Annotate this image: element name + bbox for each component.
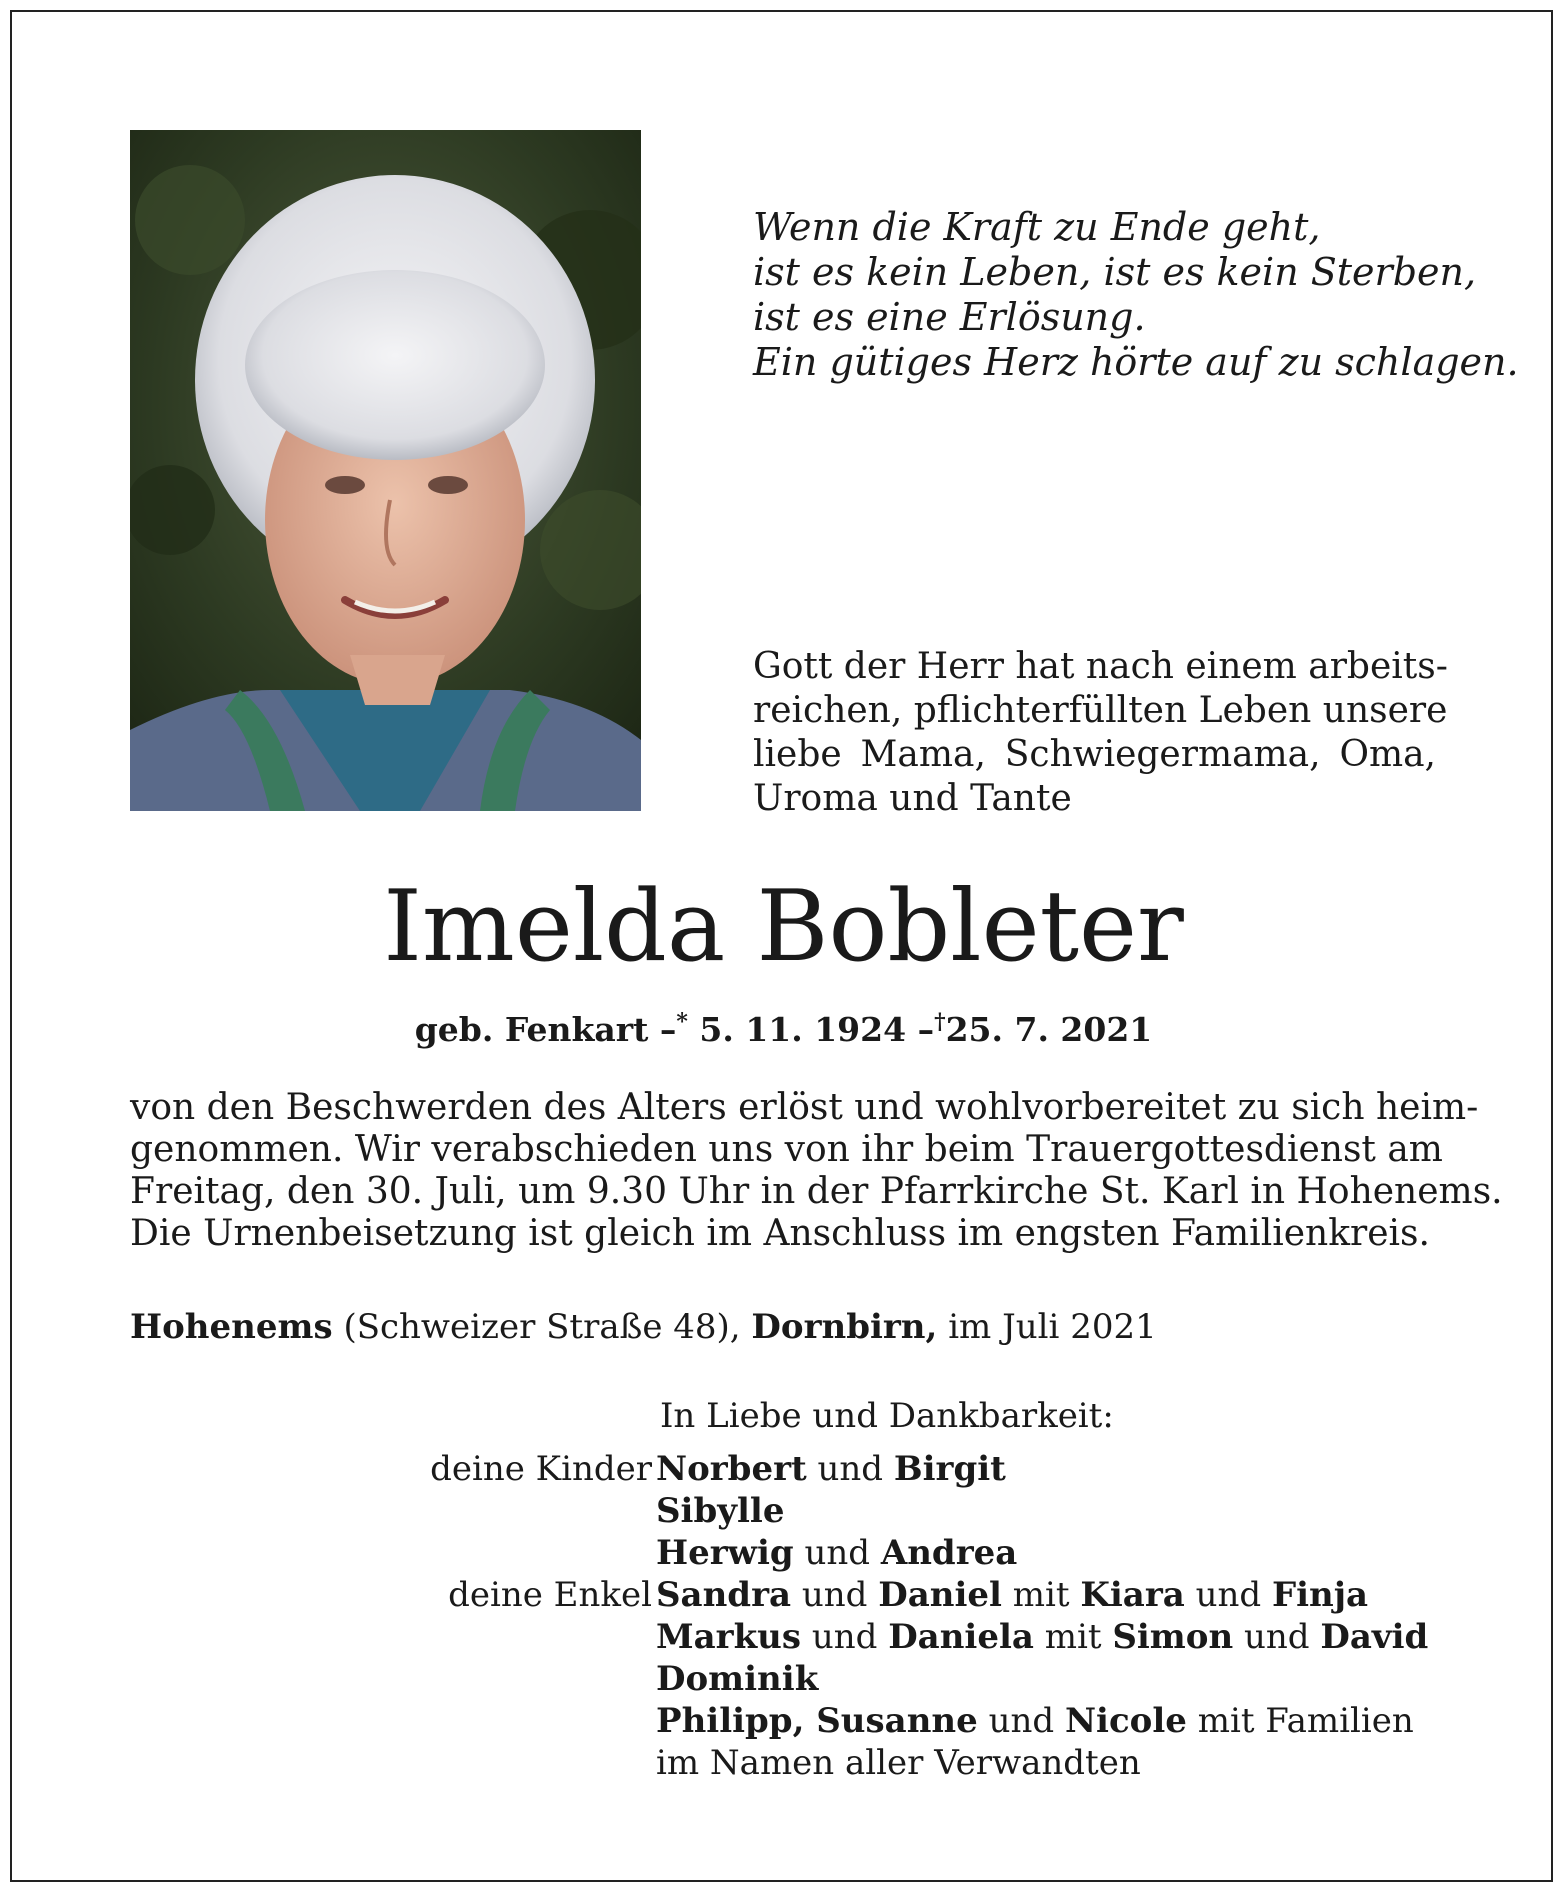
body-line: Die Urnenbeisetzung ist gleich im Anschluss im engsten Familienkreis. <box>130 1213 1430 1254</box>
conjunction: und <box>801 1575 868 1615</box>
body-line: genommen. Wir verabschieden uns von ihr beim Trauergottesdienst am <box>130 1129 1443 1170</box>
list-item <box>300 1532 1500 1574</box>
conjunction: und <box>1195 1575 1262 1615</box>
separator: – <box>659 1010 677 1049</box>
deceased-name: Imelda Bobleter <box>383 870 1184 984</box>
conjunction: und <box>811 1617 878 1657</box>
conjunction: und <box>817 1449 884 1489</box>
intro-line: Uroma und Tante <box>753 778 1072 819</box>
mourner-names <box>656 1574 1500 1616</box>
mourner-name: Birgit <box>893 1449 1006 1489</box>
relatives-line: im Namen aller Verwandten <box>656 1743 1141 1783</box>
conjunction: und <box>988 1701 1055 1741</box>
mourner-name: Andrea <box>880 1533 1018 1573</box>
death-symbol: † <box>934 1009 946 1035</box>
place-date-line <box>130 1305 1157 1349</box>
mourner-name: Daniela <box>888 1617 1034 1657</box>
city-dornbirn: Dornbirn, <box>751 1307 938 1347</box>
mourner-name: Markus <box>656 1617 801 1657</box>
poem-line: ist es kein Leben, ist es kein Sterben, <box>753 250 1477 294</box>
list-item <box>300 1616 1500 1658</box>
mourner-names <box>656 1700 1500 1742</box>
mourner-names <box>656 1658 1500 1700</box>
list-item <box>300 1490 1500 1532</box>
conjunction: und <box>804 1533 871 1573</box>
portrait-photo <box>130 130 641 811</box>
enkel-label: deine Enkel <box>448 1575 652 1615</box>
mourner-name: Sibylle <box>656 1491 785 1531</box>
main-text <box>130 1087 1503 1255</box>
intro-line: Gott der Herr hat nach einem arbeits- <box>753 646 1448 687</box>
poem-line: ist es eine Erlösung. <box>753 295 1146 339</box>
mourner-name: Herwig <box>656 1533 794 1573</box>
birth-name: geb. Fenkart <box>414 1010 649 1049</box>
poem-line: Ein gütiges Herz hörte auf zu schlagen. <box>753 340 1519 384</box>
birth-date: 5. 11. 1924 <box>699 1010 907 1049</box>
list-item <box>300 1448 1500 1490</box>
mourner-names <box>656 1532 1500 1574</box>
death-date: 25. 7. 2021 <box>945 1010 1153 1049</box>
mourner-name: Nicole <box>1064 1701 1187 1741</box>
mourner-names <box>656 1490 1500 1532</box>
life-dates <box>0 1000 1567 1052</box>
address: (Schweizer Straße 48), <box>343 1307 741 1347</box>
body-line: Freitag, den 30. Juli, um 9.30 Uhr in der Pfarrkirche St. Karl in Hohenems. <box>130 1171 1503 1212</box>
list-item <box>300 1574 1500 1616</box>
mourner-name: David <box>1320 1617 1429 1657</box>
list-item <box>300 1742 1500 1784</box>
mourners-list <box>300 1448 1500 1784</box>
mourner-name: Norbert <box>656 1449 807 1489</box>
intro-paragraph <box>753 645 1448 821</box>
separator: – <box>917 1010 935 1049</box>
conjunction: mit <box>1044 1617 1102 1657</box>
body-line: von den Beschwerden des Alters erlöst und wohlvorbereitet zu sich heim- <box>130 1087 1479 1128</box>
mourner-name: Simon <box>1112 1617 1234 1657</box>
memorial-poem <box>753 205 1519 385</box>
mourner-names <box>656 1448 1500 1490</box>
city-hohenems: Hohenems <box>130 1307 333 1347</box>
conjunction: mit Familien <box>1197 1701 1414 1741</box>
birth-symbol: * <box>676 1009 688 1035</box>
date: im Juli 2021 <box>948 1307 1157 1347</box>
conjunction: mit <box>1012 1575 1070 1615</box>
conjunction: und <box>1243 1617 1310 1657</box>
kinder-label: deine Kinder <box>430 1449 652 1489</box>
mourner-name: Kiara <box>1080 1575 1185 1615</box>
mourner-name: Finja <box>1271 1575 1369 1615</box>
list-item <box>300 1700 1500 1742</box>
mourner-name: Dominik <box>656 1659 819 1699</box>
mourner-names <box>656 1616 1500 1658</box>
intro-line: reichen, pflichterfüllten Leben unsere <box>753 690 1448 731</box>
mourner-name: Daniel <box>878 1575 1002 1615</box>
poem-line: Wenn die Kraft zu Ende geht, <box>753 205 1321 249</box>
mourner-name: Philipp, Susanne <box>656 1701 978 1741</box>
intro-line: liebe Mama, Schwiegermama, Oma, <box>753 734 1436 775</box>
closing-line: In Liebe und Dankbarkeit: <box>660 1396 1114 1436</box>
mourner-name: Sandra <box>656 1575 792 1615</box>
list-item <box>300 1658 1500 1700</box>
